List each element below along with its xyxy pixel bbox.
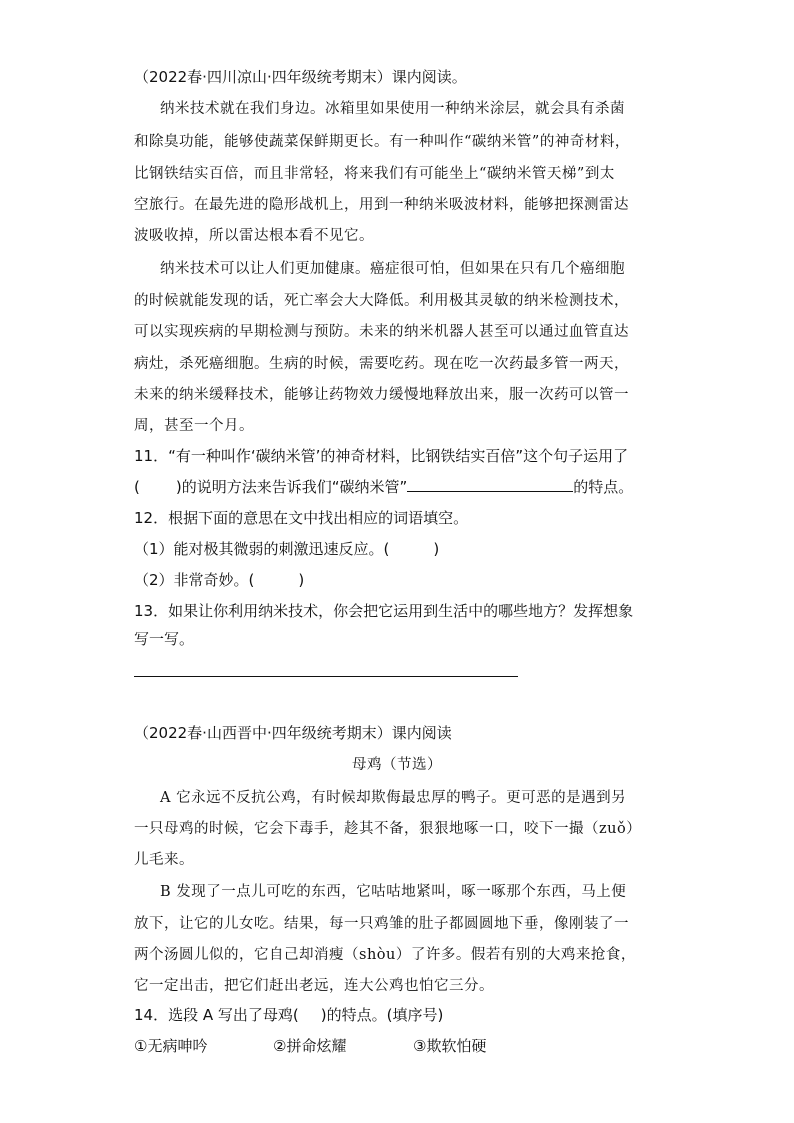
- passage-title: 母鸡（节选）: [352, 757, 442, 773]
- passage2-line: 它一定出击，把它们赶出老远，连大公鸡也怕它三分。: [134, 978, 494, 994]
- question-11-text: )的说明方法来告诉我们“碳纳米管”: [175, 478, 408, 496]
- option-2[interactable]: ②拼命炫耀: [273, 1037, 347, 1055]
- question-14-end: )的特点。(填序号): [320, 1006, 444, 1024]
- bracket-close: ): [298, 571, 305, 589]
- section2-header: （2022春·山西晋中·四年级统考期末）课内阅读: [134, 724, 452, 742]
- passage1-line: 比钢铁结实百倍，而且非常轻，将来我们有可能坐上“碳纳米管天梯”到太: [134, 166, 615, 182]
- bracket-close: ): [433, 540, 440, 558]
- question-12-2-text: （2）非常奇妙。(: [134, 571, 255, 589]
- question-12: 12．根据下面的意思在文中找出相应的词语填空。: [134, 509, 469, 527]
- answer-line[interactable]: [134, 676, 518, 677]
- answer-underline[interactable]: [407, 477, 573, 492]
- question-12-1-text: （1）能对极其微弱的刺激迅速反应。(: [134, 540, 390, 558]
- question-12-1: [134, 538, 439, 559]
- passage2-line: 儿毛来。: [134, 852, 194, 868]
- question-11: 11．“有一种叫作‘碳纳米管’的神奇材料，比钢铁结实百倍”这个句子运用了: [134, 447, 629, 465]
- passage2-line: 两个汤圆儿似的，它自己却消瘦（shòu）了许多。假若有别的大鸡来抢食，: [134, 947, 636, 963]
- question-13-cont: 写一写。: [134, 630, 195, 648]
- passage1-line: 的时候就能发现的话，死亡率会大大降低。利用极其灵敏的纳米检测技术，: [134, 293, 629, 309]
- passage1-line: 波吸收掉，所以雷达根本看不见它。: [134, 228, 374, 244]
- passage1-line: 和除臭功能，能够使蔬菜保鲜期更长。有一种叫作“碳纳米管”的神奇材料，: [134, 134, 630, 150]
- passage1-line: 可以实现疾病的早期检测与预防。未来的纳米机器人甚至可以通过血管直达: [134, 324, 629, 340]
- passage2-line: 一只母鸡的时候，它会下毒手，趁其不备，狠狠地啄一口，咬下一撮（zuǒ）: [134, 821, 642, 837]
- question-14-text: 14．选段 A 写出了母鸡(: [134, 1006, 299, 1024]
- question-11-end: 的特点。: [573, 478, 634, 496]
- passage2-line: B 发现了一点儿可吃的东西，它咕咕地紧叫，啄一啄那个东西，马上便: [160, 884, 627, 900]
- bracket-open: (: [134, 478, 140, 496]
- section1-header: （2022春·四川凉山·四年级统考期末）课内阅读。: [134, 68, 467, 86]
- passage2-line: 放下，让它的儿女吃。结果，每一只鸡雏的肚子都圆圆地下垂，像刚装了一: [134, 916, 629, 932]
- passage2-line: A 它永远不反抗公鸡，有时候却欺侮最忠厚的鸭子。更可恶的是遇到另: [160, 790, 627, 806]
- question-11-fill: [134, 476, 633, 497]
- passage1-line: 纳米技术可以让人们更加健康。癌症很可怕，但如果在只有几个癌细胞: [160, 261, 625, 277]
- option-3[interactable]: ③欺软怕硬: [413, 1037, 487, 1055]
- passage1-line: 空旅行。在最先进的隐形战机上，用到一种纳米吸波材料，能够把探测雷达: [134, 197, 629, 213]
- question-13: 13．如果让你利用纳米技术，你会把它运用到生活中的哪些地方？发挥想象: [134, 602, 634, 620]
- option-1[interactable]: ①无病呻吟: [134, 1037, 208, 1055]
- passage1-line: 未来的纳米缓释技术，能够让药物效力缓慢地释放出来，服一次药可以管一: [134, 387, 629, 403]
- question-12-2: [134, 569, 304, 590]
- question-14: [134, 1004, 443, 1025]
- passage1-line: 周，甚至一个月。: [134, 418, 254, 434]
- passage1-line: 病灶，杀死癌细胞。生病的时候，需要吃药。现在吃一次药最多管一两天，: [134, 356, 629, 372]
- passage1-line: 纳米技术就在我们身边。冰箱里如果使用一种纳米涂层，就会具有杀菌: [160, 101, 625, 117]
